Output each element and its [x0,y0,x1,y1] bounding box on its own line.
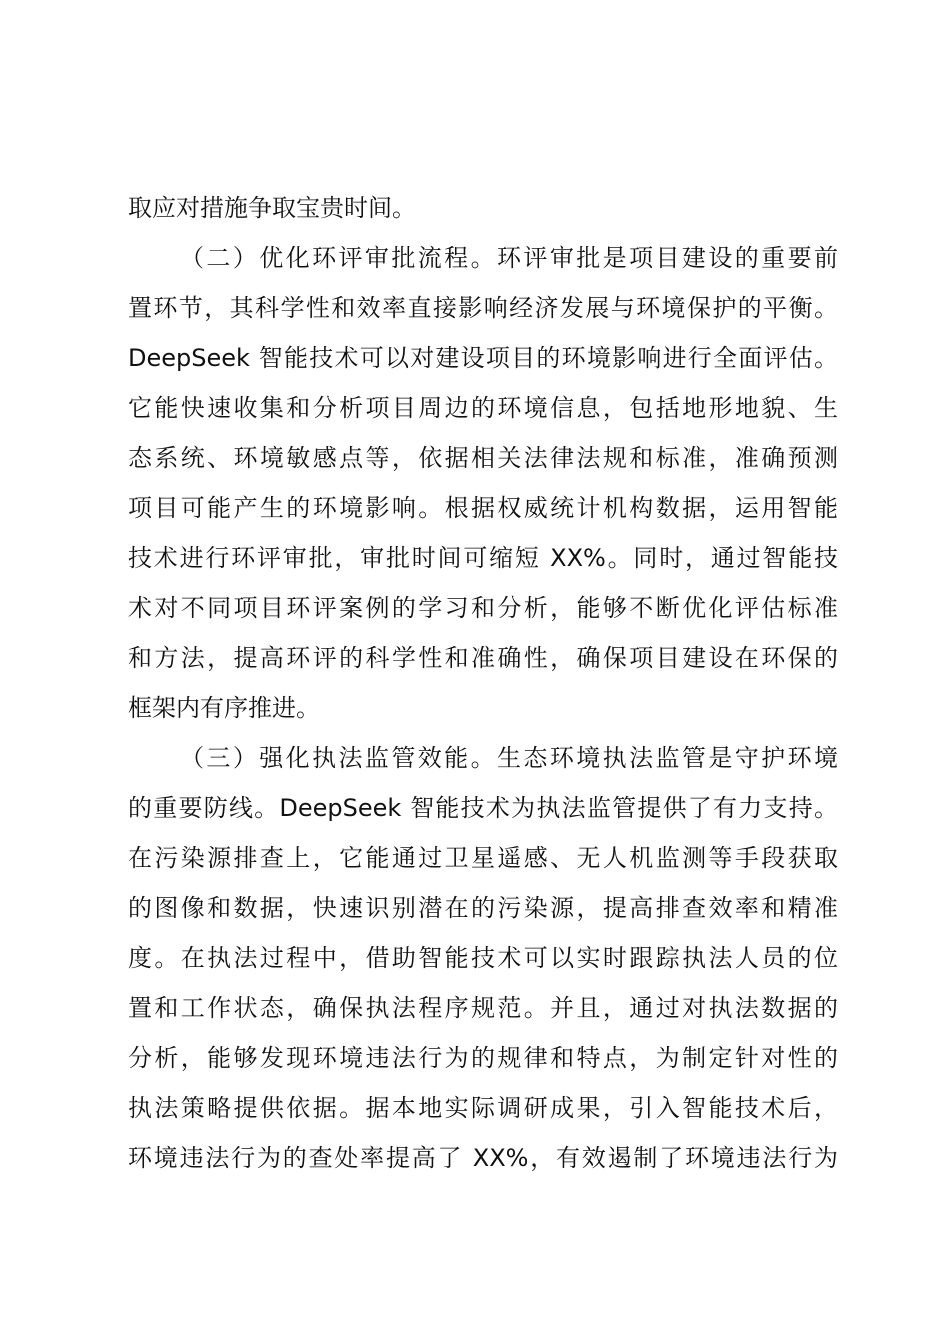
text-line: 分析，能够发现环境违法行为的规律和特点，为制定针对性的 [128,1044,838,1072]
section-heading-line: （二）优化环评审批流程。环评审批是项目建设的重要前 [180,244,838,272]
text-line: 置和工作状态，确保执法程序规范。并且，通过对执法数据的 [128,994,838,1022]
text-line: 度。在执法过程中，借助智能技术可以实时跟踪执法人员的位 [128,944,838,972]
body-text [128,183,838,1183]
text-line: 术对不同项目环评案例的学习和分析，能够不断优化评估标准 [128,594,838,622]
text-line: 环境违法行为的查处率提高了 XX%，有效遏制了环境违法行为 [128,1144,838,1172]
text-line: 的重要防线。DeepSeek 智能技术为执法监管提供了有力支持。 [128,794,838,822]
text-line: 技术进行环评审批，审批时间可缩短 XX%。同时，通过智能技 [128,544,838,572]
text-line: 执法策略提供依据。据本地实际调研成果，引入智能技术后， [128,1094,838,1122]
text-line: 项目可能产生的环境影响。根据权威统计机构数据，运用智能 [128,494,838,522]
text-line: 置环节，其科学性和效率直接影响经济发展与环境保护的平衡。 [128,294,838,322]
text-line: 取应对措施争取宝贵时间。 [128,194,416,222]
text-line: 它能快速收集和分析项目周边的环境信息，包括地形地貌、生 [128,394,838,422]
section-heading-line: （三）强化执法监管效能。生态环境执法监管是守护环境 [180,744,838,772]
text-line: 框架内有序推进。 [128,694,320,722]
text-line: 的图像和数据，快速识别潜在的污染源，提高排查效率和精准 [128,894,838,922]
text-line: 态系统、环境敏感点等，依据相关法律法规和标准，准确预测 [128,444,838,472]
text-line: DeepSeek 智能技术可以对建设项目的环境影响进行全面评估。 [128,344,838,372]
text-line: 和方法，提高环评的科学性和准确性，确保项目建设在环保的 [128,644,838,672]
text-line: 在污染源排查上，它能通过卫星遥感、无人机监测等手段获取 [128,844,838,872]
